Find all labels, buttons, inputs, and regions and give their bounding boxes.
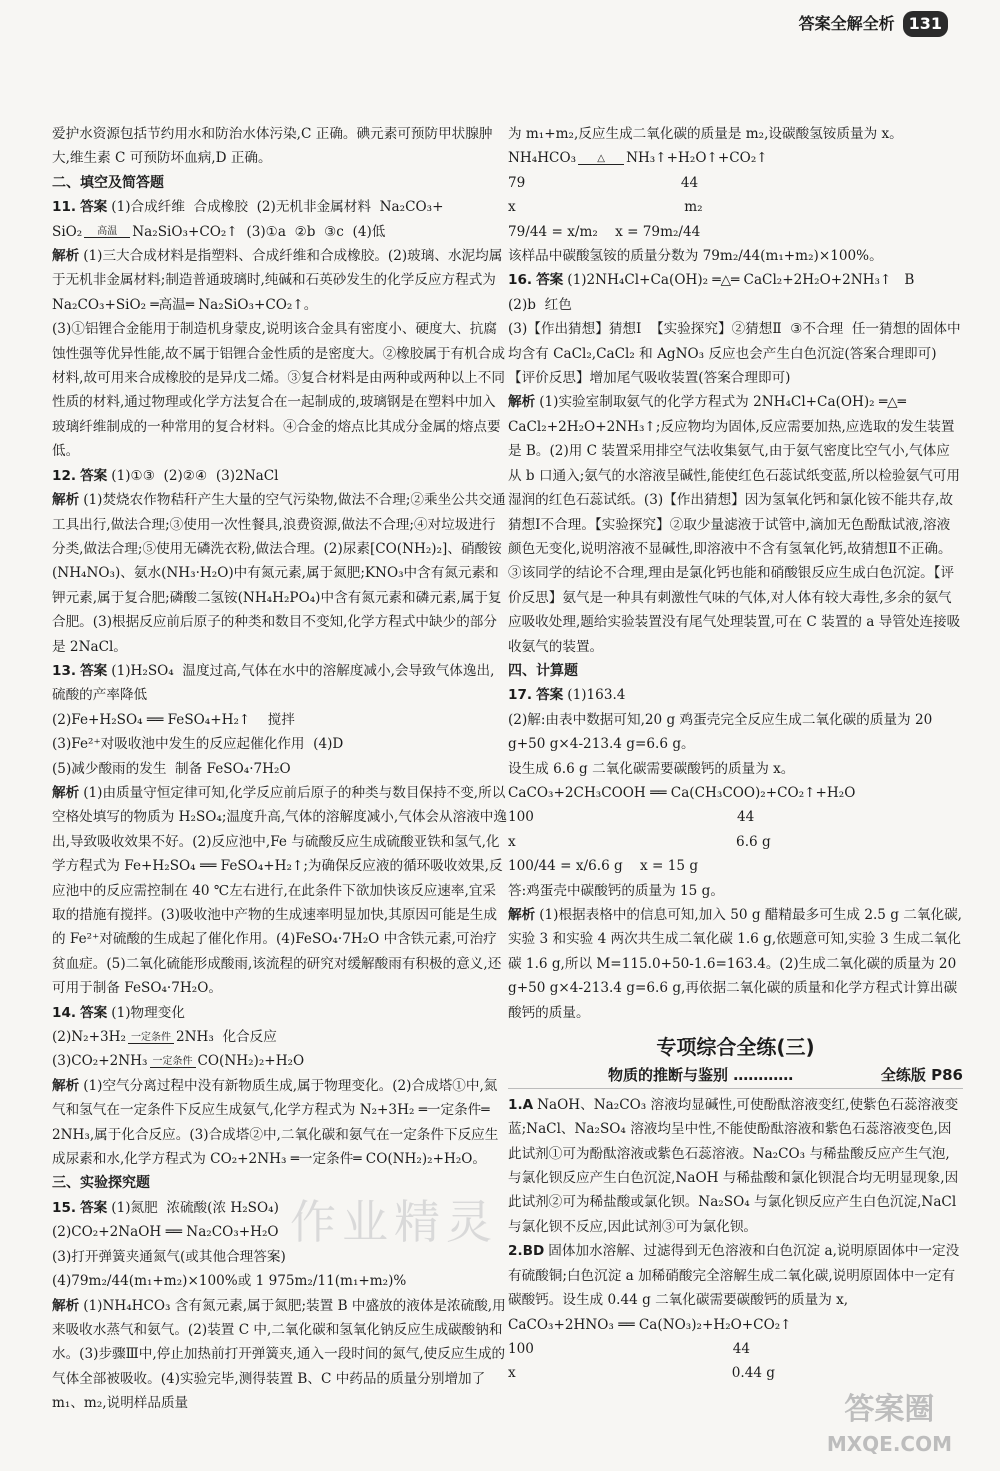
equation-products: CO(NH₂)₂+H₂O [197,1053,305,1070]
answer-label: 解析 [52,784,80,801]
equation-reactants: SiO₂ [52,223,83,240]
subtopic-title: 物质的推断与鉴别 ………… [608,1066,794,1085]
question-text: (1)H₂SO₄ 温度过高,气体在水中的溶解度减小,会导致气体逸出,硫酸的产率降低 [52,662,495,704]
question-item [52,1294,507,1416]
text-paragraph: 为 m₁+m₂,反应生成二氧化碳的质量是 m₂,设碳酸氢铵质量为 x。 [508,126,903,142]
text-paragraph: x m₂ [508,199,703,216]
text-paragraph: 100 44 [508,809,755,826]
text-paragraph: x 6.6 g [508,833,771,850]
question-number: 1.A [508,1096,534,1113]
watermark-logo-text: 答案圈 [844,1392,935,1427]
text-paragraph: (2)b 红色 [508,296,572,313]
question-item [52,195,507,219]
equation-reactants: (3)CO₂+2NH₃ [52,1053,148,1070]
text-paragraph: (2)CO₂+2NaOH ══ Na₂CO₃+H₂O [52,1224,279,1241]
equation-products: Na₂SiO₃+CO₂↑ (3)①a ②b ③c (4)低 [132,223,386,240]
text-paragraph: (3)打开弹簧夹通氮气(或其他合理答案) [52,1248,286,1265]
text-paragraph: 79/44 = x/m₂ x = 79m₂/44 [508,223,701,240]
question-text: (1)①③ (2)②④ (3)2NaCl [111,467,279,484]
reaction-condition [150,1056,196,1068]
answer-label: 答案 [80,662,108,679]
header-title: 答案全解全析 [798,13,895,33]
text-paragraph: (4)79m₂/44(m₁+m₂)×100%或 1 975m₂/11(m₁+m₂)% [52,1273,407,1290]
question-number: 16. [508,272,533,289]
text-paragraph: 该样品中碳酸氢铵的质量分数为 79m₂/44(m₁+m₂)×100%。 [508,248,883,265]
question-item [52,488,507,659]
answer-label: 答案 [80,199,108,216]
question-number: 14. [52,1004,77,1021]
section-heading: 四、计算题 [508,662,578,679]
answer-label: 解析 [52,1077,80,1094]
equals-bar [84,237,130,238]
question-item [52,659,507,708]
watermark-url: MXQE.COM [826,1432,952,1456]
chemical-equation [508,146,963,170]
text-paragraph: 设生成 6.6 g 二氧化碳需要碳酸钙的质量为 x。 [508,760,795,777]
answer-label: 答案 [536,687,564,704]
condition-text: △ [597,152,605,164]
reaction-condition [84,226,130,238]
question-item [52,1001,507,1025]
condition-text: 一定条件 [152,1055,193,1067]
answer-label: 解析 [52,248,80,265]
question-text: (1)根据表格中的信息可知,加入 50 g 醋精最多可生成 2.5 g 二氧化碳,实验 3 和实验 4 两次共生成二氧化碳 1.6 g,依题意可知,实验 3 生成二氧化碳 1.6 g,所以 M=115.0+50-1.6=163.4。(2)生成二氧化碳的质量为 20 g+50 g×4-213.4 g=6.6 g,再依据二氧化碳的质量和化学方程式计算出碳酸钙的质量。 [508,907,962,1021]
question-item [508,683,963,707]
text-paragraph: (2)Fe+H₂SO₄ ══ FeSO₄+H₂↑ 搅拌 [52,711,295,728]
question-text: (1)物理变化 [111,1004,185,1021]
page-number: 131 [903,11,948,37]
answer-label: 解析 [508,907,536,923]
answer-label: 解析 [52,492,80,509]
question-item [52,464,507,488]
answer-label: 解析 [52,1297,80,1314]
answer-label: 答案 [80,1199,108,1216]
text-paragraph: (3)①铝锂合金能用于制造机身蒙皮,说明该合金具有密度小、硬度大、抗腐蚀性强等优异性能,故不属于铝锂合金性质的是密度大。②橡胶属于有机合成材料,故可用来合成橡胶的是异戊二烯。③复合材料是由两种或两种以上不同性质的材料,通过物理或化学方法复合在一起制成的,玻璃钢是在塑料中加入玻璃纤维制成的一种常用的复合材料。④合金的熔点比其成分金属的熔点要低。 [52,321,505,460]
condition-text: 高温 [97,226,118,238]
question-text: NaOH、Na₂CO₃ 溶液均显碱性,可使酚酞溶液变红,使紫色石蕊溶液变蓝;NaCl、Na₂SO₄ 溶液均呈中性,不能使酚酞溶液和紫色石蕊溶液变色,因此试剂①可为酚酞溶液或紫色石蕊溶液。Na₂CO₃ 与稀盐酸反应产生气泡,与氯化钡反应产生白色沉淀,NaOH 与稀盐酸和氯化钡混合均无明显现象,因此试剂②可为稀盐酸或氯化钡。Na₂SO₄ 与氯化钡反应产生白色沉淀,NaCl 与氯化钡不反应,因此试剂③可为氯化钡。 [508,1096,961,1235]
question-text: (1)空气分离过程中没有新物质生成,属于物理变化。(2)合成塔①中,氮气和氢气在一定条件下反应生成氨气,化学方程式为 N₂+3H₂ ═一定条件═ 2NH₃,属于化合反应。(3)合成塔②中,二氧化碳和氨气在一定条件下反应生成尿素和水,化学方程式为 CO₂+2NH₃ ═一定条件═ CO(NH₂)₂+H₂O。 [52,1077,499,1168]
site-watermark [827,1393,952,1461]
condition-text: 一定条件 [130,1031,171,1043]
question-item [52,781,507,1001]
text-paragraph: 79 44 [508,174,699,191]
question-text: (1)氮肥 浓硫酸(浓 H₂SO₄) [111,1199,279,1216]
chemical-equation [52,1025,507,1049]
question-item [52,1074,507,1172]
equation-reactants: NH₄HCO₃ [508,150,577,167]
equals-bar [150,1067,196,1068]
text-paragraph: CaCO₃+2CH₃COOH ══ Ca(CH₃COO)₂+CO₂↑+H₂O [508,784,856,801]
equals-bar [128,1043,174,1044]
chemical-equation [52,1049,507,1073]
question-item [508,1239,963,1312]
answer-label: 答案 [80,467,108,484]
section-heading: 二、填空及简答题 [52,174,164,191]
question-item [508,268,963,292]
question-number: 11. [52,199,77,216]
text-paragraph: x 0.44 g [508,1365,776,1382]
text-paragraph: (3)Fe²⁺对吸收池中发生的反应起催化作用 (4)D [52,736,344,753]
text-paragraph: 100 44 [508,1340,751,1357]
question-item [508,390,963,658]
text-paragraph: (2)解:由表中数据可知,20 g 鸡蛋壳完全反应生成二氧化碳的质量为 20 g+50 g×4-213.4 g=6.6 g。 [508,711,937,753]
question-number: 2.BD [508,1243,545,1260]
question-text: (1)实验室制取氨气的化学方程式为 2NH₄Cl+Ca(OH)₂ ═△═ CaCl₂+2H₂O+2NH₃↑;反应物均为固体,反应需要加热,应选取的发生装置是 B。(2)用 C 装置采用排空气法收集氨气,由于氨气密度比空气小,气体应从 b 口通入;氨气的水溶液呈碱性,能使红色石蕊试纸变蓝,所以检验氨气可用湿润的红色石蕊试纸。(3)【作出猜想】因为氢氧化钙和氯化铵不能共存,故猜想Ⅰ不合理。【实验探究】②取少量滤液于试管中,滴加无色酚酞试液,溶液颜色无变化,说明溶液不显碱性,即溶液中不含有氢氧化钙,故猜想Ⅱ不正确。③该同学的结论不合理,理由是氯化钙也能和硝酸银反应生成白色沉淀。【评价反思】氨气是一种具有刺激性气味的气体,对人体有较大毒性,多余的氨气应吸收处理,题给实验装置没有尾气处理装置,可在 C 装置的 a 导管处连接吸收氨气的装置。 [508,394,961,655]
chemical-equation [52,220,507,244]
question-text: (1)163.4 [567,687,626,704]
answer-label: 解析 [508,394,536,411]
question-number: 17. [508,687,533,704]
question-number: 13. [52,662,77,679]
equals-bar [578,164,624,165]
topic-title: 专项综合全练(三) [656,1035,815,1060]
reaction-condition [128,1032,174,1044]
question-text: (1)2NH₄Cl+Ca(OH)₂ ═△═ CaCl₂+2H₂O+2NH₃↑ B [567,272,915,289]
question-text: (1)由质量守恒定律可知,化学反应前后原子的种类与数目保持不变,所以空格处填写的物质为 H₂SO₄;温度升高,气体的溶解度减小,气体会从溶液中逸出,导致吸收效果不好。(2)反应池中,Fe 与硫酸反应生成硫酸亚铁和氢气,化学方程式为 Fe+H₂SO₄ ══ FeSO₄+H₂↑;为确保反应液的循环吸收效果,反应池中的反应需控制在 40 ℃左右进行,在此条件下欲加快该反应速率,宜采取的措施有搅拌。(3)吸收池中产物的生成速率明显加快,其原因可能是生成的 Fe²⁺对硫酸的生成起了催化作用。(4)FeSO₄·7H₂O 中含铁元素,可治疗贫血症。(5)二氧化硫能形成酸雨,该流程的研究对缓解酸雨有积极的意义,还可用于制备 FeSO₄·7H₂O。 [52,784,507,997]
subtopic-bar [508,1063,963,1088]
section-heading: 三、实验探究题 [52,1175,150,1192]
question-item [508,1093,963,1239]
question-text: (1)焚烧农作物秸秆产生大量的空气污染物,做法不合理;②乘坐公共交通工具出行,做法合理;③使用一次性餐具,浪费资源,做法不合理;④对垃圾进行分类,做法合理;⑤使用无磷洗衣粉,做法合理。(2)尿素[CO(NH₂)₂]、硝酸铵(NH₄NO₃)、氨水(NH₃·H₂O)中有氮元素,属于氮肥;KNO₃中含有氮元素和钾元素,属于复合肥;磷酸二氢铵(NH₄H₂PO₄)中含有氮元素和磷元素,属于复合肥。(3)根据反应前后原子的种类和数目不变知,化学方程式中缺少的部分是 2NaCl。 [52,492,506,655]
subtopic-reference: 全练版 P86 [880,1066,963,1085]
text-paragraph: 答:鸡蛋壳中碳酸钙的质量为 15 g。 [508,882,724,899]
equation-products: NH₃↑+H₂O↑+CO₂↑ [626,150,768,167]
text-paragraph: 爱护水资源包括节约用水和防治水体污染,C 正确。碘元素可预防甲状腺肿大,维生素 C 可预防坏血病,D 正确。 [52,126,493,167]
answer-label: 答案 [536,272,564,289]
question-text: (1)NH₄HCO₃ 含有氮元素,属于氮肥;装置 B 中盛放的液体是浓硫酸,用来吸收水蒸气和氨气。(2)装置 C 中,二氧化碳和氢氧化钠反应生成碳酸钠和水。(3)步骤Ⅲ中,停止加热前打开弹簧夹,通入一段时间的氮气,使反应生成的气体全部被吸收。(4)实验完毕,测得装置 B、C 中药品的质量分别增加了 m₁、m₂,说明样品质量 [52,1297,506,1412]
faint-watermark: 作业精灵 [290,1195,498,1249]
text-paragraph: (5)减少酸雨的发生 制备 FeSO₄·7H₂O [52,760,291,777]
text-paragraph: (3)【作出猜想】猜想Ⅰ 【实验探究】②猜想Ⅱ ③不合理 任一猜想的固体中均含有 CaCl₂,CaCl₂ 和 AgNO₃ 反应也会产生白色沉淀(答案合理即可) 【评价反思】增加尾气吸收装置(答案合理即可) [508,321,961,387]
reaction-condition [578,153,624,165]
question-item [508,903,963,1025]
question-text: (1)三大合成材料是指塑料、合成纤维和合成橡胶。(2)玻璃、水泥均属于无机非金属材料;制造普通玻璃时,纯碱和石英砂发生的化学反应方程式为 Na₂CO₃+SiO₂ ═高温═ Na₂SiO₃+CO₂↑。 [52,248,503,313]
question-number: 12. [52,467,77,484]
right-column [508,122,963,1386]
answer-label: 答案 [80,1004,108,1021]
page-header [799,8,948,40]
question-number: 15. [52,1199,77,1216]
text-paragraph: 100/44 = x/6.6 g x = 15 g [508,858,699,875]
equation-reactants: (2)N₂+3H₂ [52,1029,126,1046]
text-paragraph: CaCO₃+2HNO₃ ══ Ca(NO₃)₂+H₂O+CO₂↑ [508,1316,792,1333]
equation-products: 2NH₃ 化合反应 [175,1029,277,1046]
question-text: 固体加水溶解、过滤得到无色溶液和白色沉淀 a,说明原固体中一定没有硫酸铜;白色沉淀 a 加稀硝酸完全溶解生成二氧化碳,说明原固体中一定有碳酸钙。设生成 0.44 g 二氧化碳需要碳酸钙的质量为 x, [508,1243,960,1309]
question-text: (1)合成纤维 合成橡胶 (2)无机非金属材料 Na₂CO₃+ [111,199,444,216]
question-item [52,244,507,317]
